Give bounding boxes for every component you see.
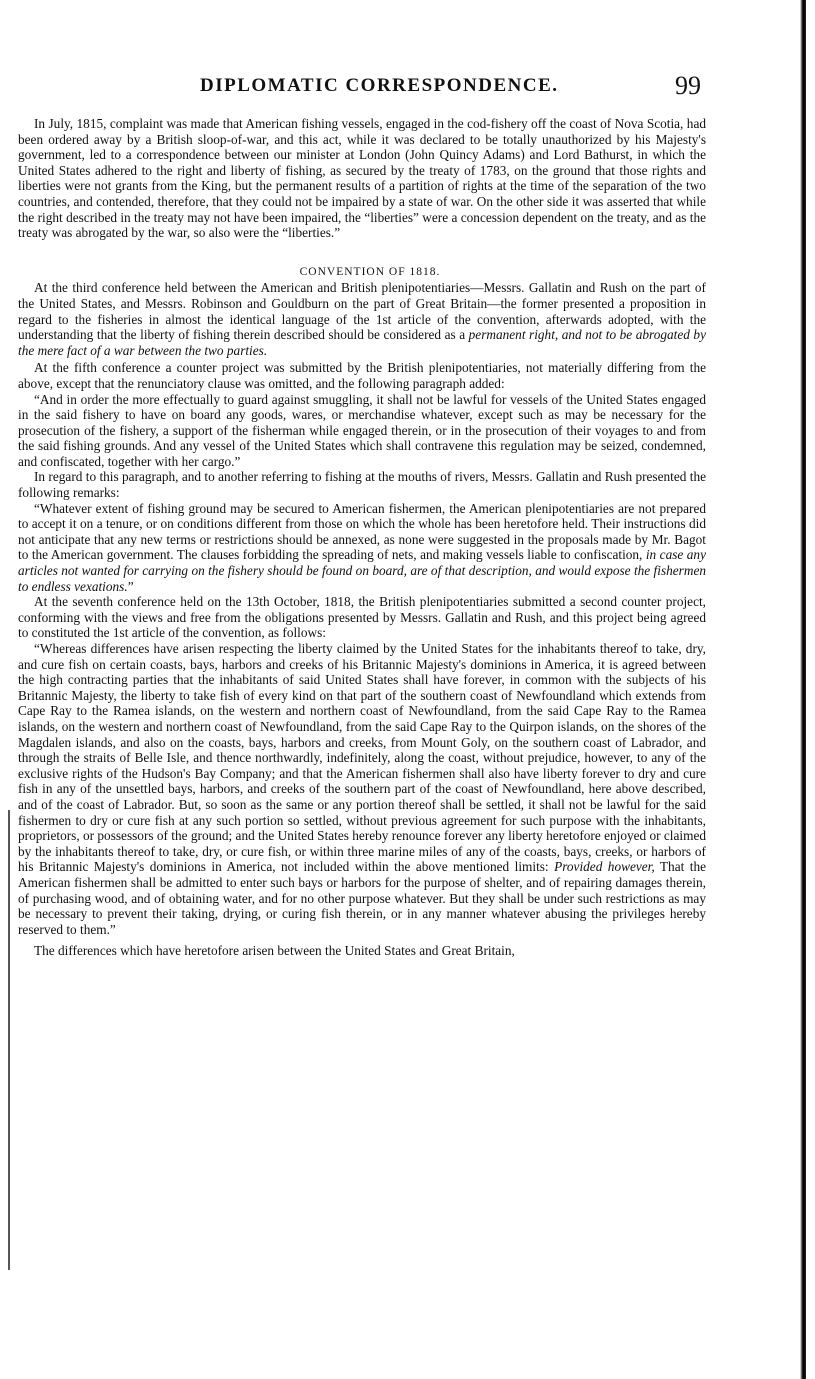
paragraph-differences: The differences which have heretofore arisen between the United States and Great Britain,	[34, 943, 515, 959]
running-header	[20, 71, 720, 101]
whatever-extent-text: “Whatever extent of fishing ground may be secured to American fishermen, the American plenipotentiaries are not prepared to accept it on a tenure, or on conditions different from those on which the whole has been heretofore held. Their instructions did not anticipate that any new terms or restrictions should be annexed, as none were suggested in the proposals made by Mr. Bagot to the American government. The clauses forbidding the spreading of nets, and making vessels liable to confiscation,	[18, 500, 706, 563]
article-one-text-a: “Whereas differences have arisen respecting the liberty claimed by the United States for the inhabitants thereof to take, dry, and cure fish on certain coasts, bays, harbors and creeks of his Britannic Majesty's dominions in America, it is agreed between the high contracting parties that the inhabitants of said United States shall have forever, in common with the subjects of his Britannic Majesty, the liberty to take fish of every kind on that part of the southern coast of Newfoundland which extends from Cape Ray to the Ramea islands, on the western and northern coast of Newfoundland, from the said Cape Ray to the Ramea islands, on the western and northern coast of Newfoundland, from the said Cape Ray to the Quirpon islands, on the shores of the Magdalen islands, and also on the coasts, bays, harbors and creeks, from Mount Goly, on the southern coast of Labrador, and through the straits of Belle Isle, and thence northwardly, indefinitely, along the coast, without prejudice, however, to any of the exclusive rights of the Hudson's Bay Company; and that the American fishermen shall also have liberty forever to dry and cure fish in any of the unsettled bays, harbors, and creeks of the southern part of the coast of Newfoundland, here above described, and of the coast of Labrador. But, so soon as the same or any portion thereof shall be settled, it shall not be lawful for the said fishermen to dry or cure fish at any such portion so settled, without previous agreement for such purpose with the inhabitants, proprietors, or possessors of the ground; and the United States hereby renounce forever any liberty heretofore enjoyed or claimed by the inhabitants thereof to take, dry, or cure fish, or within three marine miles of any of the coasts, bays, creeks, or harbors of his Britannic Majesty's dominions in America, not included within the above mentioned limits:	[18, 641, 706, 875]
paragraph-fifth-conference: At the fifth conference a counter project was submitted by the British plenipotentiaries, not materially differing from the above, except that the renunciatory clause was omitted, and the following paragraph added:	[18, 360, 706, 391]
quote-whatever-extent	[18, 501, 706, 595]
page-number: 99	[675, 71, 701, 100]
paragraph-third-conference	[18, 280, 706, 358]
whatever-extent-close: ”	[127, 578, 134, 594]
paragraph-seventh-conference: At the seventh conference held on the 13th October, 1818, the British plenipotentiaries submitted a second counter project, conforming with the views and free from the obligations presented by Messrs. Gallatin and Rush, and this project being agreed to constituted the 1st article of the convention, as follows:	[18, 594, 706, 641]
page-body	[18, 116, 706, 959]
page-binding-edge	[800, 0, 806, 1379]
third-conference-italic: permanent right, and not to be abrogated by the mere fact of a war between the two parties.	[18, 327, 706, 358]
article-one-proviso: Provided however,	[554, 859, 655, 875]
quote-article-one	[18, 641, 706, 937]
whatever-extent-italic: in case any articles not wanted for carrying on the fishery should be found on board, are of that description, and would expose the fishermen to endless vexations.	[18, 547, 706, 594]
section-heading: CONVENTION OF 1818.	[299, 265, 441, 278]
page-left-shadow	[8, 810, 10, 1270]
quote-smuggling: “And in order the more effectually to guard against smuggling, it shall not be lawful for vessels of the United States engaged in the said fishery to have on board any goods, wares, or merchandise whatever, except such as may be necessary for the prosecution of the fishery, a support of the fisherman while engaged therein, or in the prosecution of their voyages to and from the said fishing grounds. And any vessel of the United States which shall contravene this regulation may be seized, condemned, and confiscated, together with her cargo.”	[18, 391, 706, 469]
header-title: DIPLOMATIC CORRESPONDENCE.	[200, 75, 559, 96]
paragraph-regard: In regard to this paragraph, and to another referring to fishing at the mouths of rivers, Messrs. Gallatin and Rush presented the following remarks:	[18, 469, 706, 501]
paragraph-1815-complaint: In July, 1815, complaint was made that American fishing vessels, engaged in the cod-fishery off the coast of Nova Scotia, had been ordered away by a British sloop-of-war, and this act, while it was declared to be totally unauthorized by his Majesty's government, led to a correspondence between our minister at London (John Quincy Adams) and Lord Bathurst, in which the United States adhered to the right and liberty of fishing, as secured by the treaty of 1783, on the ground that those rights and liberties were not grants from the King, but the permanent results of a partition of rights at the time of the separation of the two countries, and contended, therefore, that they could not be impaired by a state of war. On the other side it was asserted that while the right described in the treaty may not have been impaired, the “liberties” were a concession dependent on the treaty, and as the treaty was abrogated by the war, so also were the “liberties.”	[18, 116, 706, 241]
article-one-text-b: That the American fishermen shall be admitted to enter such bays or harbors for the purpose of shelter, and of repairing damages therein, of purchasing wood, and of obtaining water, and for no other purpose whatever. But they shall be under such restrictions as may be necessary to prevent their taking, drying, or curing fish therein, or in any manner whatever abusing the privileges hereby reserved to them.”	[18, 859, 706, 937]
third-conference-text: At the third conference held between the American and British plenipotentiaries—Messrs. Gallatin and Rush on the part of the United States, and Messrs. Robinson and Gouldburn on the part of Great Britain—the former presented a proposition in regard to the fisheries in almost the identical language of the 1st article of the convention, afterwards adopted, with the understanding that the liberty of fishing therein described should be considered as a	[18, 280, 706, 343]
